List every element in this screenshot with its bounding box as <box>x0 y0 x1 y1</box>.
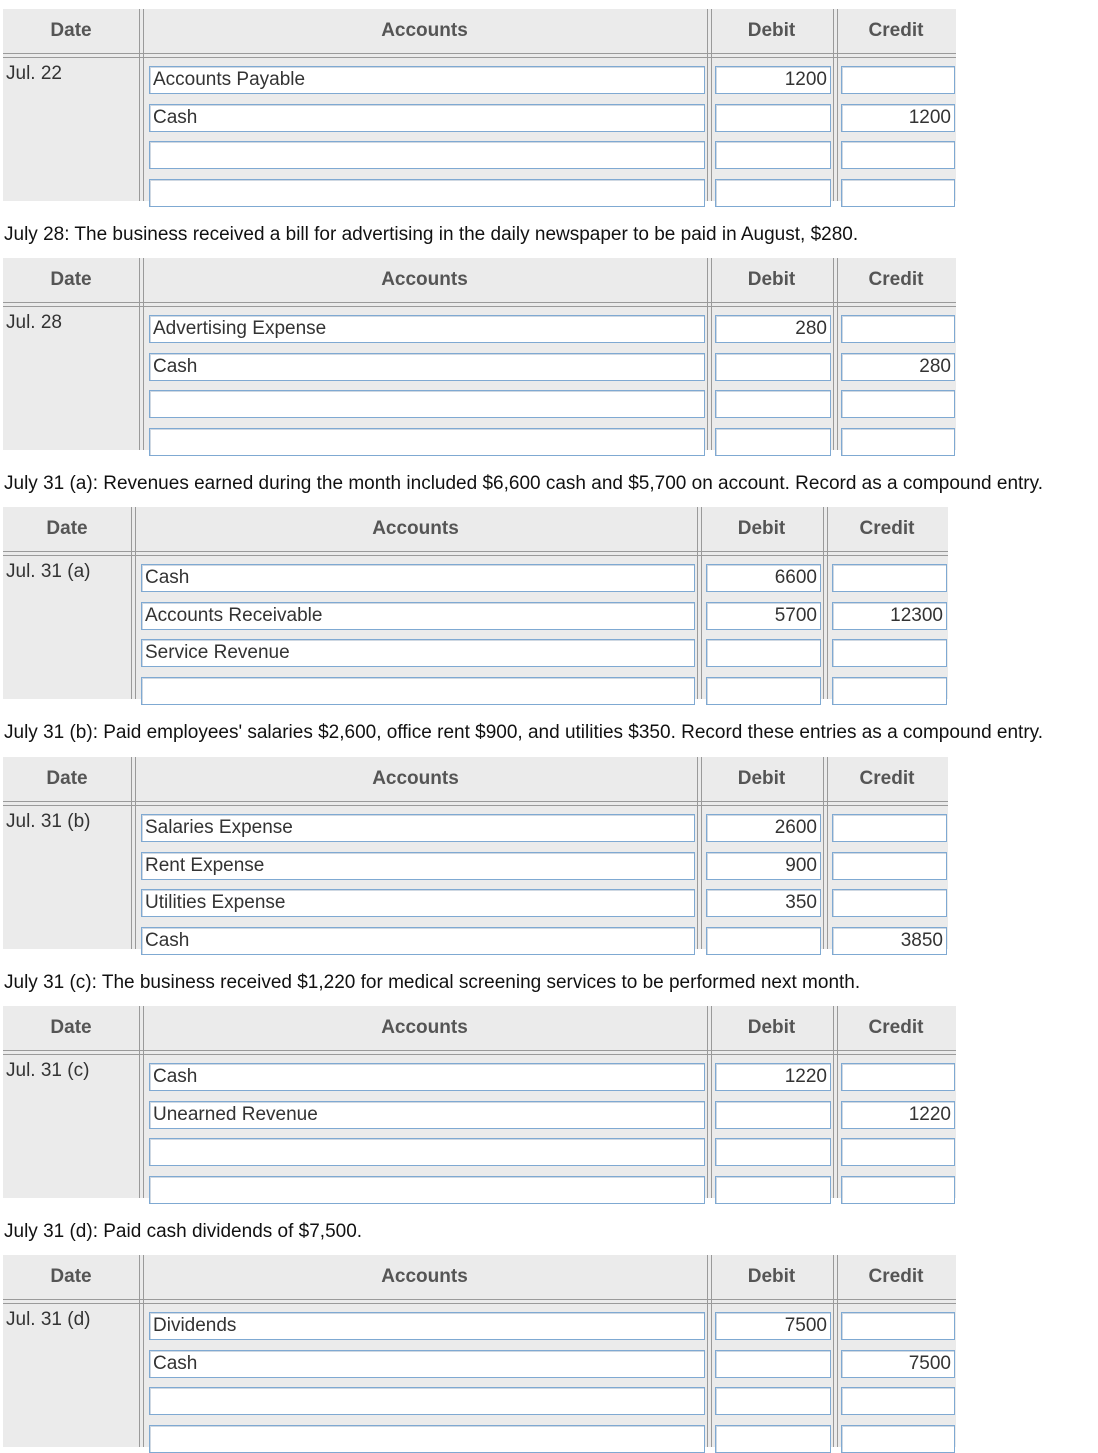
column-divider <box>131 757 136 949</box>
debit-header: Debit <box>747 20 796 41</box>
credit-header: Credit <box>868 1266 924 1287</box>
debit-input[interactable] <box>715 1425 831 1453</box>
credit-input[interactable] <box>841 1312 955 1340</box>
account-input[interactable] <box>149 141 705 169</box>
credit-input[interactable] <box>832 814 947 842</box>
entry-instruction: July 31 (c): The business received $1,220 for medical screening services to be performed next month. <box>4 972 861 993</box>
journal-table <box>3 258 956 450</box>
credit-input[interactable] <box>841 179 955 207</box>
column-divider <box>139 1006 144 1198</box>
accounts-header: Accounts <box>381 20 468 41</box>
journal-table <box>3 1006 956 1198</box>
entry-instruction: July 31 (d): Paid cash dividends of $7,500. <box>4 1221 363 1242</box>
column-divider <box>131 507 136 699</box>
account-input[interactable] <box>149 1176 705 1204</box>
entry-instruction: July 31 (a): Revenues earned during the month included $6,600 cash and $5,700 on account. Record as a compound entry. <box>4 473 1043 494</box>
column-divider <box>833 1006 838 1198</box>
debit-input[interactable]: 1200 <box>715 66 831 94</box>
column-divider <box>833 258 838 450</box>
journal-table <box>3 507 948 699</box>
account-input[interactable]: Accounts Receivable <box>141 602 695 630</box>
credit-input[interactable] <box>841 428 955 456</box>
debit-input[interactable] <box>715 1387 831 1415</box>
debit-header: Debit <box>747 269 796 290</box>
accounts-header: Accounts <box>372 768 459 789</box>
header-divider <box>3 302 956 307</box>
debit-input[interactable] <box>715 1101 831 1129</box>
entry-instruction: July 31 (b): Paid employees' salaries $2,600, office rent $900, and utilities $350. Record these entries as a compound entry. <box>4 722 1044 743</box>
accounts-header: Accounts <box>381 1266 468 1287</box>
credit-header: Credit <box>859 518 915 539</box>
debit-header: Debit <box>747 1017 796 1038</box>
accounts-header: Accounts <box>381 1017 468 1038</box>
account-input[interactable]: Cash <box>149 104 705 132</box>
account-input[interactable] <box>149 1425 705 1453</box>
accounts-header: Accounts <box>381 269 468 290</box>
credit-header: Credit <box>868 269 924 290</box>
column-divider <box>707 1255 712 1447</box>
column-divider <box>823 507 828 699</box>
header-divider <box>3 1050 956 1055</box>
account-input[interactable]: Dividends <box>149 1312 705 1340</box>
debit-input[interactable]: 5700 <box>706 602 821 630</box>
column-divider <box>823 757 828 949</box>
entry-date: Jul. 22 <box>6 63 62 84</box>
credit-input[interactable]: 1200 <box>841 104 955 132</box>
account-input[interactable]: Cash <box>141 927 695 955</box>
journal-table <box>3 1255 956 1447</box>
accounts-header: Accounts <box>372 518 459 539</box>
column-divider <box>139 1255 144 1447</box>
credit-header: Credit <box>868 20 924 41</box>
account-input[interactable]: Cash <box>149 353 705 381</box>
debit-header: Debit <box>737 768 786 789</box>
debit-input[interactable] <box>715 1176 831 1204</box>
credit-input[interactable]: 12300 <box>832 602 947 630</box>
credit-input[interactable] <box>841 390 955 418</box>
account-input[interactable] <box>149 179 705 207</box>
column-divider <box>697 757 702 949</box>
date-header: Date <box>50 1266 92 1287</box>
debit-header: Debit <box>737 518 786 539</box>
entry-date: Jul. 31 (a) <box>6 561 91 582</box>
debit-input[interactable] <box>715 1138 831 1166</box>
column-divider <box>833 9 838 201</box>
entry-date: Jul. 31 (d) <box>6 1309 91 1330</box>
credit-input[interactable]: 1220 <box>841 1101 955 1129</box>
credit-input[interactable] <box>832 639 947 667</box>
account-input[interactable]: Rent Expense <box>141 852 695 880</box>
entry-date: Jul. 28 <box>6 312 62 333</box>
debit-input[interactable] <box>715 141 831 169</box>
account-input[interactable]: Cash <box>149 1063 705 1091</box>
account-input[interactable] <box>149 1138 705 1166</box>
credit-input[interactable] <box>841 66 955 94</box>
debit-input[interactable] <box>715 390 831 418</box>
journal-table <box>3 757 948 949</box>
date-header: Date <box>50 1017 92 1038</box>
credit-input[interactable] <box>841 1387 955 1415</box>
date-header: Date <box>50 20 92 41</box>
credit-input[interactable] <box>841 141 955 169</box>
account-input[interactable]: Unearned Revenue <box>149 1101 705 1129</box>
header-divider <box>3 53 956 58</box>
header-divider <box>3 801 948 806</box>
date-header: Date <box>46 518 88 539</box>
credit-input[interactable]: 7500 <box>841 1350 955 1378</box>
debit-input[interactable] <box>706 639 821 667</box>
column-divider <box>707 1006 712 1198</box>
account-input[interactable]: Cash <box>149 1350 705 1378</box>
entry-date: Jul. 31 (b) <box>6 811 91 832</box>
credit-input[interactable]: 280 <box>841 353 955 381</box>
debit-input[interactable] <box>715 1350 831 1378</box>
account-input[interactable]: Accounts Payable <box>149 66 705 94</box>
credit-input[interactable] <box>841 315 955 343</box>
debit-input[interactable]: 900 <box>706 852 821 880</box>
column-divider <box>833 1255 838 1447</box>
debit-input[interactable]: 7500 <box>715 1312 831 1340</box>
account-input[interactable]: Advertising Expense <box>149 315 705 343</box>
account-input[interactable] <box>149 1387 705 1415</box>
column-divider <box>697 507 702 699</box>
credit-input[interactable]: 3850 <box>832 927 947 955</box>
credit-input[interactable] <box>841 1425 955 1453</box>
entry-instruction: July 28: The business received a bill for advertising in the daily newspaper to be paid in August, $280. <box>4 224 859 245</box>
credit-header: Credit <box>868 1017 924 1038</box>
credit-input[interactable] <box>841 1063 955 1091</box>
debit-input[interactable]: 280 <box>715 315 831 343</box>
header-divider <box>3 551 948 556</box>
debit-input[interactable]: 2600 <box>706 814 821 842</box>
debit-input[interactable]: 6600 <box>706 564 821 592</box>
account-input[interactable] <box>149 390 705 418</box>
column-divider <box>707 258 712 450</box>
debit-input[interactable] <box>715 104 831 132</box>
column-divider <box>139 9 144 201</box>
date-header: Date <box>50 269 92 290</box>
column-divider <box>707 9 712 201</box>
account-input[interactable] <box>149 428 705 456</box>
debit-header: Debit <box>747 1266 796 1287</box>
account-input[interactable]: Salaries Expense <box>141 814 695 842</box>
account-input[interactable]: Service Revenue <box>141 639 695 667</box>
credit-input[interactable] <box>832 889 947 917</box>
account-input[interactable] <box>141 677 695 705</box>
debit-input[interactable] <box>715 428 831 456</box>
credit-input[interactable] <box>832 564 947 592</box>
credit-input[interactable] <box>841 1138 955 1166</box>
journal-table <box>3 9 956 201</box>
debit-input[interactable]: 1220 <box>715 1063 831 1091</box>
debit-input[interactable]: 350 <box>706 889 821 917</box>
debit-input[interactable] <box>706 677 821 705</box>
entry-date: Jul. 31 (c) <box>6 1060 90 1081</box>
date-header: Date <box>46 768 88 789</box>
account-input[interactable]: Cash <box>141 564 695 592</box>
column-divider <box>139 258 144 450</box>
credit-input[interactable] <box>832 677 947 705</box>
credit-input[interactable] <box>832 852 947 880</box>
debit-input[interactable] <box>715 179 831 207</box>
credit-input[interactable] <box>841 1176 955 1204</box>
credit-header: Credit <box>859 768 915 789</box>
account-input[interactable]: Utilities Expense <box>141 889 695 917</box>
header-divider <box>3 1299 956 1304</box>
debit-input[interactable] <box>706 927 821 955</box>
debit-input[interactable] <box>715 353 831 381</box>
